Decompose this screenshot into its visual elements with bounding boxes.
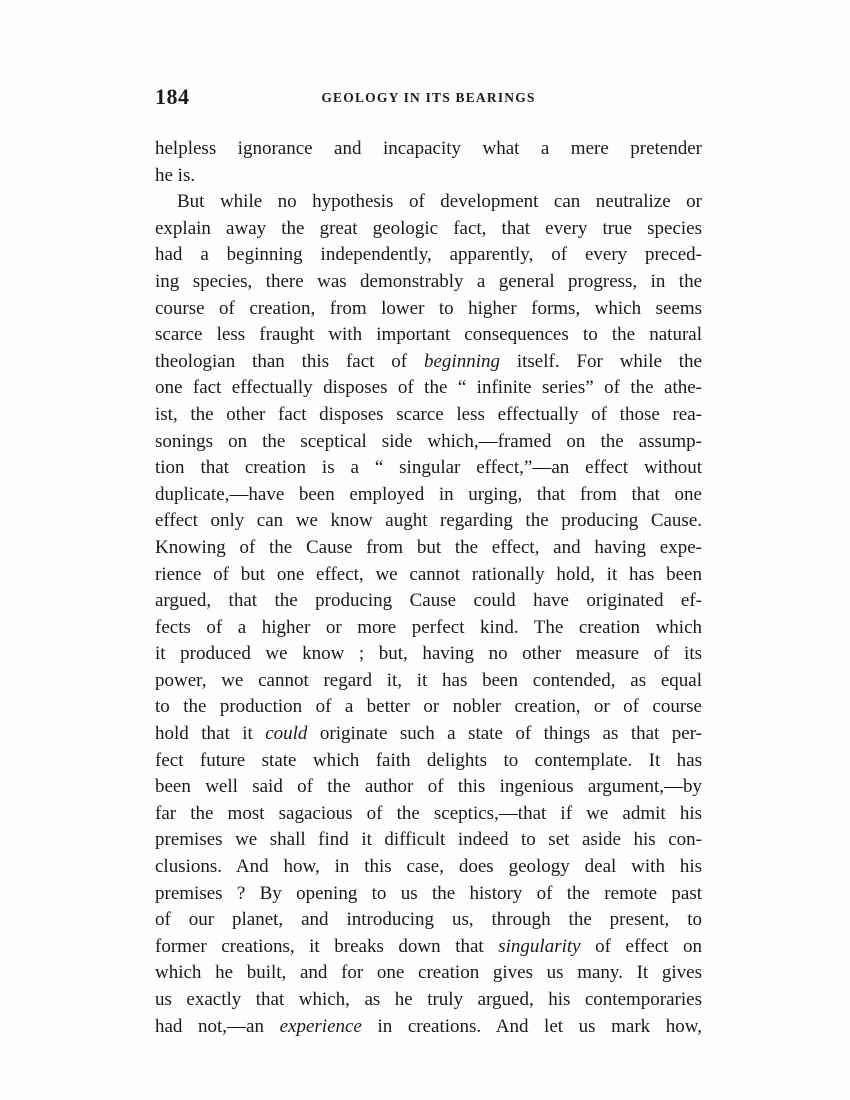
text-line (155, 163, 702, 190)
text-segment: power, we cannot regard it, it has been contended, as equal (155, 669, 702, 691)
text-segment: to the production of a better or nobler creation, or of course (155, 696, 702, 718)
text-segment: former creations, it breaks down that (155, 935, 499, 957)
text-segment: explain away the great geologic fact, that every true species (155, 217, 702, 239)
text-segment: fect future state which faith delights to contemplate. It has (155, 749, 702, 771)
text-line (155, 960, 702, 987)
text-segment: of our planet, and introducing us, through the present, to (155, 909, 702, 931)
text-line (155, 641, 702, 668)
text-segment: theologian than this fact of (155, 350, 424, 372)
text-line (155, 907, 702, 934)
text-line (155, 721, 702, 748)
text-segment: ist, the other fact disposes scarce less effectually of those rea- (155, 403, 702, 425)
text-segment: course of creation, from lower to higher forms, which seems (155, 297, 702, 319)
text-line (155, 189, 702, 216)
text-segment: hold that it (155, 723, 266, 745)
text-segment: had not,—an (155, 1015, 280, 1037)
text-line (155, 216, 702, 243)
text-line (155, 322, 702, 349)
text-line (155, 801, 702, 828)
text-segment: Knowing of the Cause from but the effect, and having expe- (155, 536, 702, 558)
text-segment: But while no hypothesis of development can neutralize or (177, 191, 702, 213)
text-line (155, 934, 702, 961)
text-segment: tion that creation is a “ singular effect,”—an effect without (155, 457, 702, 479)
text-segment: one fact effectually disposes of the “ infinite series” of the athe- (155, 377, 702, 399)
text-line (155, 615, 702, 642)
text-segment: it produced we know ; but, having no other measure of its (155, 643, 702, 665)
text-line (155, 694, 702, 721)
text-line (155, 535, 702, 562)
text-line (155, 296, 702, 323)
running-header (155, 84, 702, 114)
text-line (155, 349, 702, 376)
text-segment: he is. (155, 164, 196, 186)
text-segment: premises ? By opening to us the history of the remote past (155, 882, 702, 904)
text-segment: been well said of the author of this ingenious argument,—by (155, 776, 702, 798)
italic-text: experience (279, 1015, 362, 1037)
running-title: GEOLOGY IN ITS BEARINGS (321, 90, 536, 105)
text-segment: itself. For while the (499, 350, 702, 372)
text-line (155, 1014, 702, 1041)
text-segment: rience of but one effect, we cannot rationally hold, it has been (155, 563, 702, 585)
text-segment: ing species, there was demonstrably a general progress, in the (155, 270, 702, 292)
text-line (155, 242, 702, 269)
text-segment: had a beginning independently, apparently, of every preced- (155, 244, 702, 266)
text-line (155, 987, 702, 1014)
text-segment: clusions. And how, in this case, does geology deal with his (155, 856, 702, 878)
text-line (155, 774, 702, 801)
text-line (155, 482, 702, 509)
text-line (155, 748, 702, 775)
text-segment: us exactly that which, as he truly argued, his contemporaries (155, 989, 702, 1010)
italic-text: singularity (498, 935, 581, 957)
text-line (155, 588, 702, 615)
text-segment: of effect on (580, 935, 702, 957)
text-line (155, 455, 702, 482)
text-line (155, 508, 702, 535)
text-segment: sonings on the sceptical side which,—framed on the assump- (155, 430, 702, 452)
text-line (155, 136, 702, 163)
text-segment: in creations. And let us mark how, (361, 1015, 702, 1037)
text-line (155, 668, 702, 695)
italic-text: beginning (423, 350, 500, 372)
text-line (155, 881, 702, 908)
text-segment: scarce less fraught with important consequences to the natural (155, 324, 702, 346)
text-segment: originate such a state of things as that per- (307, 723, 702, 745)
text-segment: argued, that the producing Cause could have originated ef- (155, 590, 702, 612)
text-segment: premises we shall find it difficult indeed to set aside his con- (155, 829, 702, 851)
text-segment: helpless ignorance and incapacity what a mere pretender (155, 138, 702, 159)
text-line (155, 854, 702, 881)
text-segment: which he built, and for one creation gives us many. It gives (155, 962, 702, 984)
text-line (155, 827, 702, 854)
text-line (155, 429, 702, 456)
text-segment: far the most sagacious of the sceptics,—that if we admit his (155, 802, 702, 824)
page-number: 184 (155, 84, 190, 109)
text-line (155, 269, 702, 296)
text-segment: fects of a higher or more perfect kind. The creation which (155, 616, 702, 638)
italic-text: could (265, 723, 308, 745)
text-segment: duplicate,—have been employed in urging, that from that one (155, 483, 702, 505)
text-line (155, 562, 702, 589)
body-text (155, 136, 702, 1040)
text-segment: effect only can we know aught regarding the producing Cause. (155, 510, 702, 532)
text-line (155, 375, 702, 402)
text-line (155, 402, 702, 429)
